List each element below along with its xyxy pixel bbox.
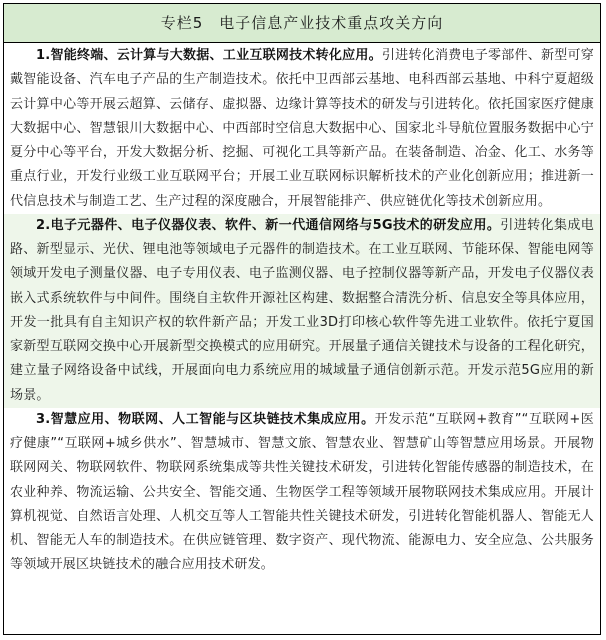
box-title: 专栏5 电子信息产业技术重点攻关方向 (4, 4, 600, 43)
section-1-heading: 1.智能终端、云计算与大数据、工业互联网技术转化应用。 (36, 48, 382, 63)
section-1 (10, 44, 594, 214)
section-2 (4, 214, 600, 408)
box-content (4, 43, 600, 634)
section-3-body: 开发示范“互联网+教育”“互联网+医疗健康”“互联网+城乡供水”、智慧城市、智慧文旅、智慧农业、智慧矿山等智慧应用场景。开展物联网网关、物联网软件、物联网系统集成等共性关键技术研发，引进转化智能传感器的制造技术，在农业种养、物流运输、公共安全、智能交通、生物医学工程等领域开展物联网技术集成应用。开展计算机视觉、自然语言处理、人机交互等人工智能共性关键技术研发，引进转化智能机器人、智能无人机、智能无人车的制造技术。在供应链管理、数字资产、现代物流、能源电力、安全应急、公共服务等领域开展区块链技术的融合应用技术研发。 (10, 411, 594, 573)
section-3-heading: 3.智慧应用、物联网、人工智能与区块链技术集成应用。 (36, 411, 375, 427)
section-2-heading: 2.电子元器件、电子仪器仪表、软件、新一代通信网络与5G技术的研发应用。 (36, 217, 501, 233)
section-1-body: 引进转化消费电子零部件、新型可穿戴智能设备、汽车电子产品的生产制造技术。依托中卫西部云基地、电科西部云基地、中科宁夏超级云计算中心等开展云超算、云储存、虚拟器、边缘计算等技术的研发与引进转化。依托国家医疗健康大数据中心、智慧银川大数据中心、中西部时空信息大数据中心、国家北斗导航位置服务数据中心宁夏分中心等平台，开发大数据分析、挖掘、可视化工具等新产品。在装备制造、冶金、化工、水务等重点行业，开发行业级工业互联网平台；开展工业互联网标识解析技术的产业化创新应用；推进新一代信息技术与制造工艺、生产过程的深度融合，开展智能排产、供应链优化等技术创新应用。 (10, 48, 595, 209)
section-3 (10, 408, 594, 578)
section-2-body: 引进转化集成电路、新型显示、光伏、锂电池等领域电子元器件的制造技术。在工业互联网、节能环保、智能电网等领域开发电子测量仪器、电子专用仪表、电子监测仪器、电子控制仪器等新产品，开发电子仪器仪表嵌入式系统软件与中间件。围绕自主软件开源社区构建、数据整合清洗分析、信息安全等具体应用，开发一批具有自主知识产权的软件新产品；开发工业3D打印核心软件等先进工业软件。依托宁夏国家新型互联网交换中心开展新型交换模式的应用研究。开展量子通信关键技术与设备的工程化研究，建立量子网络设备中试线，开展面向电力系统应用的城域量子通信创新示范。开发示范5G应用的新场景。 (10, 217, 595, 403)
column-box (3, 3, 601, 635)
